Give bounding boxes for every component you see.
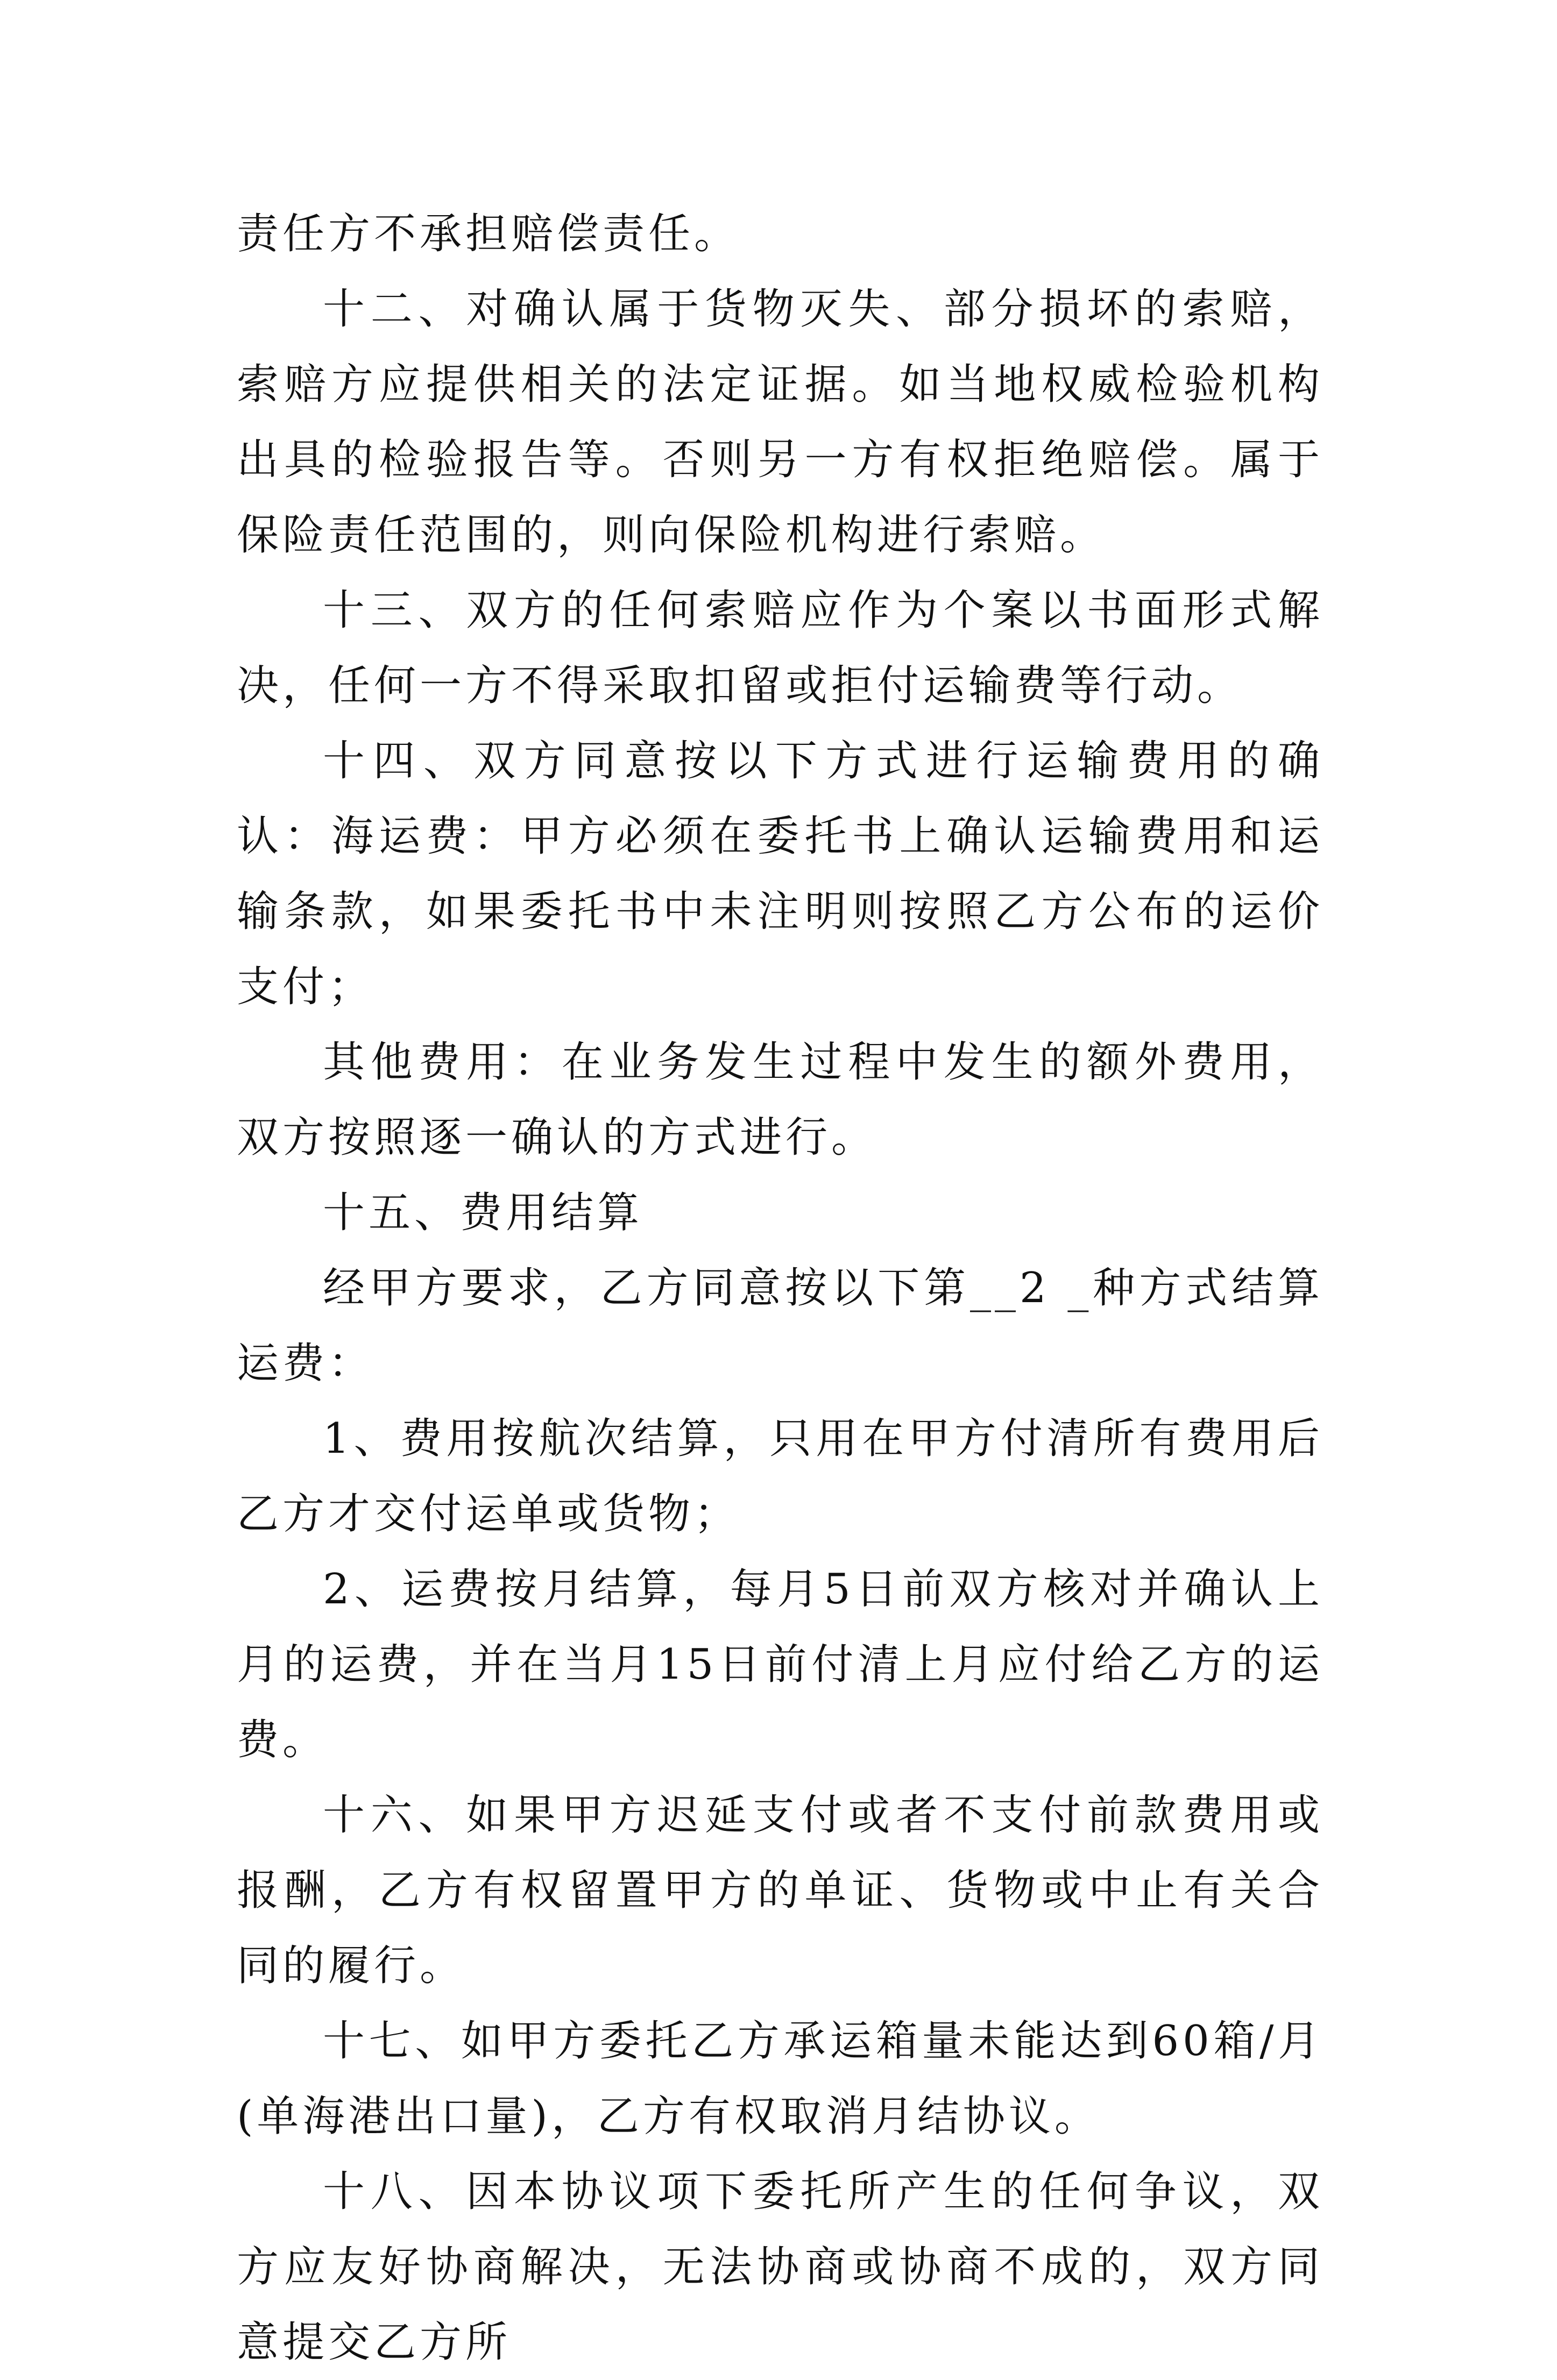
paragraph-clause-13: 十三、双方的任何索赔应作为个案以书面形式解决，任何一方不得采取扣留或拒付运输费等行动。 — [237, 586, 1324, 710]
paragraph-other-fees: 其他费用：在业务发生过程中发生的额外费用，双方按照逐一确认的方式进行。 — [237, 1038, 1324, 1162]
paragraph-clause-18: 十八、因本协议项下委托所产生的任何争议，双方应友好协商解决，无法协商或协商不成的，双方同意提交乙方所 — [237, 2168, 1324, 2367]
paragraph-clause-17: 十七、如甲方委托乙方承运箱量未能达到60箱/月(单海港出口量)，乙方有权取消月结协议。 — [237, 2017, 1324, 2141]
paragraph-clause-14: 十四、双方同意按以下方式进行运输费用的确认：海运费：甲方必须在委托书上确认运输费用和运输条款，如果委托书中未注明则按照乙方公布的运价支付； — [237, 737, 1324, 1011]
paragraph-liability-end: 责任方不承担赔偿责任。 — [237, 210, 740, 258]
paragraph-settlement-method: 经甲方要求，乙方同意按以下第__2 _种方式结算运费： — [237, 1264, 1324, 1388]
paragraph-settlement-option-2: 2、运费按月结算，每月5日前双方核对并确认上月的运费，并在当月15日前付清上月应付给乙方的运费。 — [237, 1565, 1324, 1764]
paragraph-clause-15-heading: 十五、费用结算 — [323, 1189, 643, 1237]
paragraph-settlement-option-1: 1、费用按航次结算，只用在甲方付清所有费用后乙方才交付运单或货物； — [237, 1415, 1324, 1538]
paragraph-clause-12: 十二、对确认属于货物灭失、部分损坏的索赔，索赔方应提供相关的法定证据。如当地权威检验机构出具的检验报告等。否则另一方有权拒绝赔偿。属于保险责任范围的，则向保险机构进行索赔。 — [237, 285, 1324, 559]
paragraph-clause-16: 十六、如果甲方迟延支付或者不支付前款费用或报酬，乙方有权留置甲方的单证、货物或中止有关合同的履行。 — [237, 1791, 1324, 1990]
document-body — [237, 196, 1324, 2380]
